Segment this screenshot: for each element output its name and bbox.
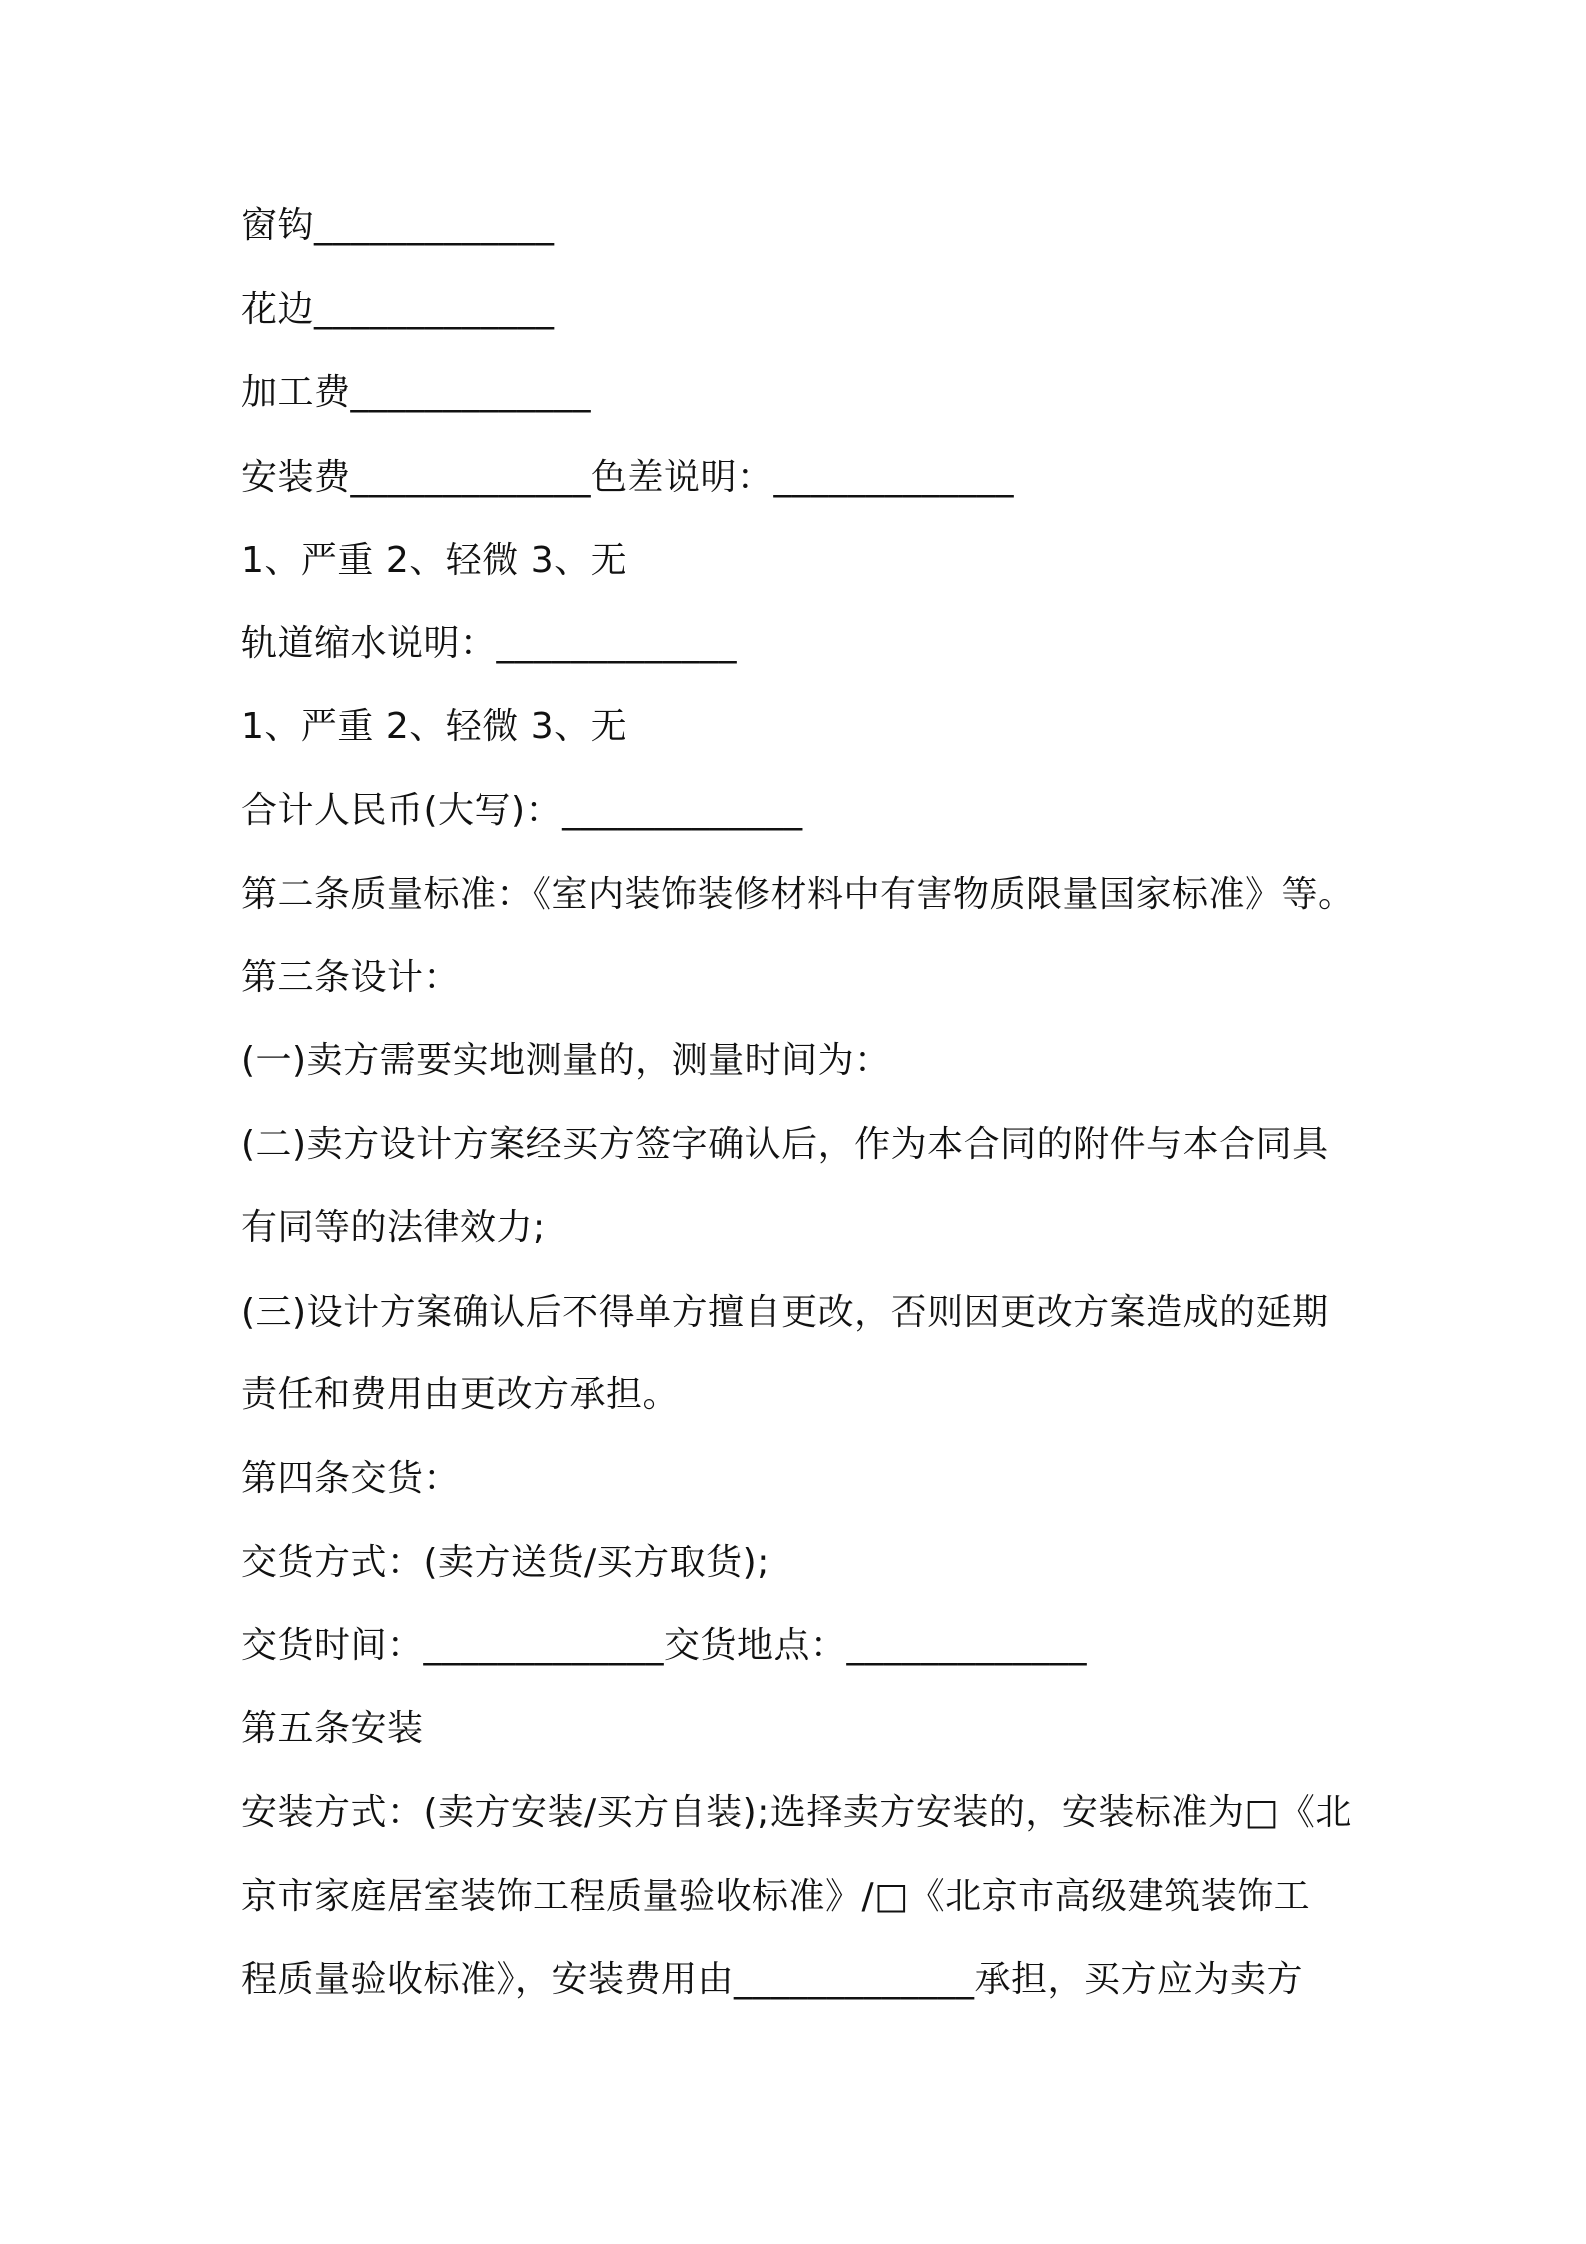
- clause-5-heading: 第五条安装: [241, 1708, 424, 1749]
- clause-4-heading: 第四条交货：: [241, 1458, 461, 1499]
- clause-3-heading: 第三条设计：: [241, 957, 461, 998]
- item-lace-trim: 花边_____________: [241, 289, 555, 330]
- item-install-fee-color-diff: 安装费_____________色差说明：_____________: [241, 457, 1015, 498]
- severity-options-2: 1、严重 2、轻微 3、无: [241, 706, 628, 747]
- clause-5-line-1: 安装方式：(卖方安装/买方自装);选择卖方安装的，安装标准为□《北: [241, 1792, 1352, 1833]
- item-track-shrinkage: 轨道缩水说明：_____________: [241, 623, 738, 664]
- clause-2-quality-standard: 第二条质量标准：《室内装饰装修材料中有害物质限量国家标准》等。: [241, 874, 1355, 915]
- clause-4-delivery-method: 交货方式：(卖方送货/买方取货);: [241, 1542, 770, 1583]
- clause-3-item-1: (一)卖方需要实地测量的，测量时间为：: [241, 1040, 891, 1081]
- clause-3-item-2-line-2: 有同等的法律效力;: [241, 1207, 546, 1248]
- clause-5-line-3: 程质量验收标准》，安装费用由_____________承担，买方应为卖方: [241, 1959, 1304, 2000]
- clause-3-item-2-line-1: (二)卖方设计方案经买方签字确认后，作为本合同的附件与本合同具: [241, 1124, 1329, 1165]
- clause-4-delivery-time-place: 交货时间：_____________交货地点：_____________: [241, 1625, 1088, 1666]
- item-total-rmb: 合计人民币(大写)：_____________: [241, 790, 803, 831]
- severity-options-1: 1、严重 2、轻微 3、无: [241, 540, 628, 581]
- item-window-hook: 窗钩_____________: [241, 205, 555, 246]
- clause-3-item-3-line-1: (三)设计方案确认后不得单方擅自更改，否则因更改方案造成的延期: [241, 1292, 1329, 1333]
- clause-3-item-3-line-2: 责任和费用由更改方承担。: [241, 1374, 680, 1415]
- clause-5-line-2: 京市家庭居室装饰工程质量验收标准》/□《北京市高级建筑装饰工: [241, 1876, 1311, 1917]
- item-processing-fee: 加工费_____________: [241, 372, 592, 413]
